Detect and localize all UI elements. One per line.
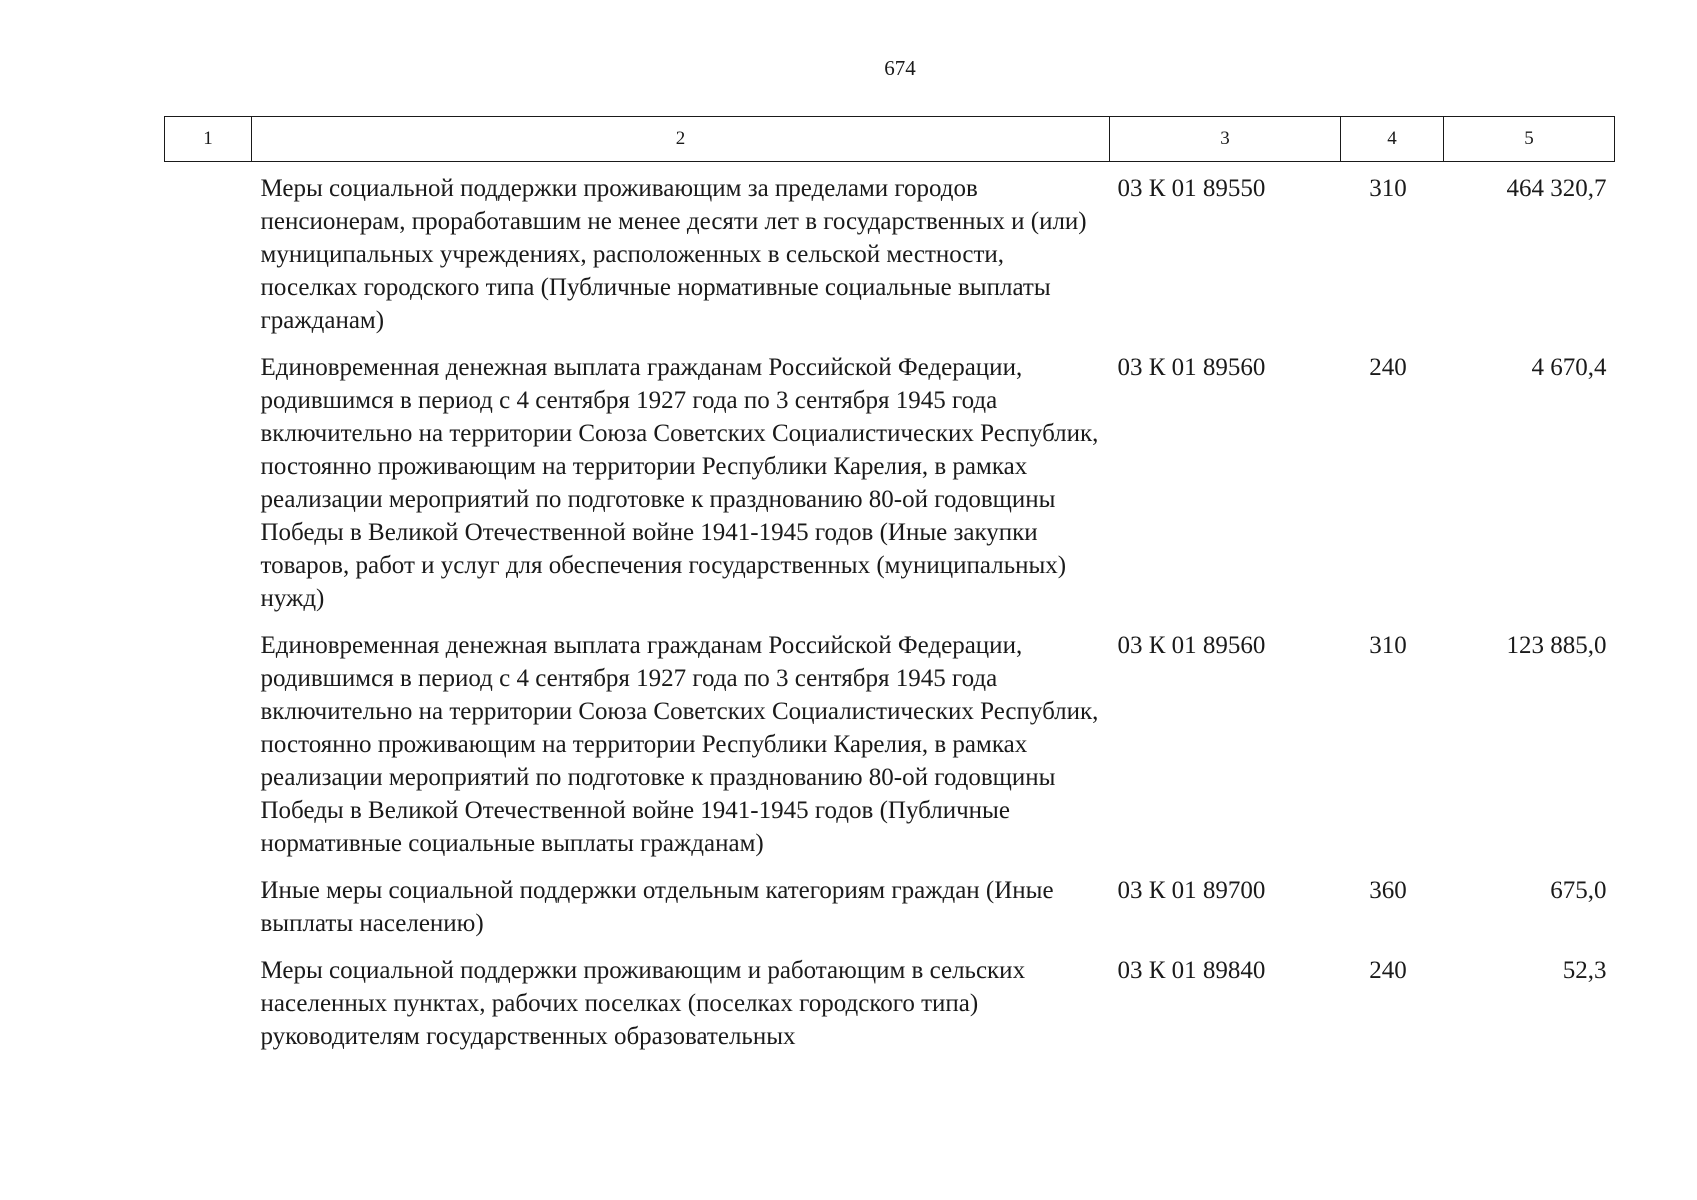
row-code: 03 К 01 89560 xyxy=(1117,632,1266,659)
table-body xyxy=(165,162,1615,1058)
table-header xyxy=(165,117,1615,162)
header-row xyxy=(165,117,1615,162)
row-number-cell xyxy=(165,341,252,619)
row-expense-type: 310 xyxy=(1369,175,1407,202)
row-name: Единовременная денежная выплата гражданам Российской Федерации, родившимся в период с 4 сентября 1927 года по 3 сентября 1945 года включительно на территории Союза Советских Социалистических Республик, постоянно проживающим на территории Республики Карелия, в рамках реализации мероприятий по подготовке к празднованию 80-ой годовщины Победы в Великой Отечественной войне 1941-1945 годов (Иные закупки товаров, работ и услуг для обеспечения государственных (муниципальных) нужд) xyxy=(260,354,1099,612)
row-code: 03 К 01 89700 xyxy=(1117,877,1266,904)
row-number-cell xyxy=(165,944,252,1057)
row-name: Единовременная денежная выплата гражданам Российской Федерации, родившимся в период с 4 сентября 1927 года по 3 сентября 1945 года включительно на территории Союза Советских Социалистических Республик, постоянно проживающим на территории Республики Карелия, в рамках реализации мероприятий по подготовке к празднованию 80-ой годовщины Победы в Великой Отечественной войне 1941-1945 годов (Публичные нормативные социальные выплаты гражданам) xyxy=(260,632,1099,857)
row-name: Меры социальной поддержки проживающим за пределами городов пенсионерам, проработавшим не менее десяти лет в государственных и (или) муниципальных учреждениях, расположенных в сельской местности, поселках городского типа (Публичные нормативные социальные выплаты гражданам) xyxy=(260,175,1087,334)
header-col-3: 3 xyxy=(1110,117,1341,162)
table-row xyxy=(165,341,1615,619)
row-name: Иные меры социальной поддержки отдельным категориям граждан (Иные выплаты населению) xyxy=(260,877,1054,937)
row-amount: 4 670,4 xyxy=(1531,354,1607,381)
header-col-2: 2 xyxy=(252,117,1110,162)
table-row xyxy=(165,864,1615,944)
row-expense-type: 360 xyxy=(1369,877,1407,904)
row-code: 03 К 01 89560 xyxy=(1117,354,1266,381)
row-expense-type: 240 xyxy=(1369,354,1407,381)
budget-table xyxy=(164,116,1615,1057)
row-number-cell xyxy=(165,162,252,342)
row-expense-type: 310 xyxy=(1369,632,1407,659)
row-amount: 464 320,7 xyxy=(1506,175,1607,202)
row-number-cell xyxy=(165,619,252,864)
row-number-cell xyxy=(165,864,252,944)
header-col-5: 5 xyxy=(1444,117,1615,162)
header-col-1: 1 xyxy=(165,117,252,162)
row-amount: 675,0 xyxy=(1550,877,1607,904)
row-amount: 52,3 xyxy=(1562,957,1607,984)
row-code: 03 К 01 89840 xyxy=(1117,957,1266,984)
row-expense-type: 240 xyxy=(1369,957,1407,984)
row-name: Меры социальной поддержки проживающим и работающим в сельских населенных пунктах, рабочих поселках (поселках городского типа) руководителям государственных образовательных xyxy=(260,957,1026,1050)
header-col-4: 4 xyxy=(1341,117,1444,162)
page-number: 674 xyxy=(884,56,916,80)
table-row xyxy=(165,944,1615,1057)
table-row xyxy=(165,162,1615,342)
row-code: 03 К 01 89550 xyxy=(1117,175,1266,202)
row-amount: 123 885,0 xyxy=(1506,632,1607,659)
table-row xyxy=(165,619,1615,864)
